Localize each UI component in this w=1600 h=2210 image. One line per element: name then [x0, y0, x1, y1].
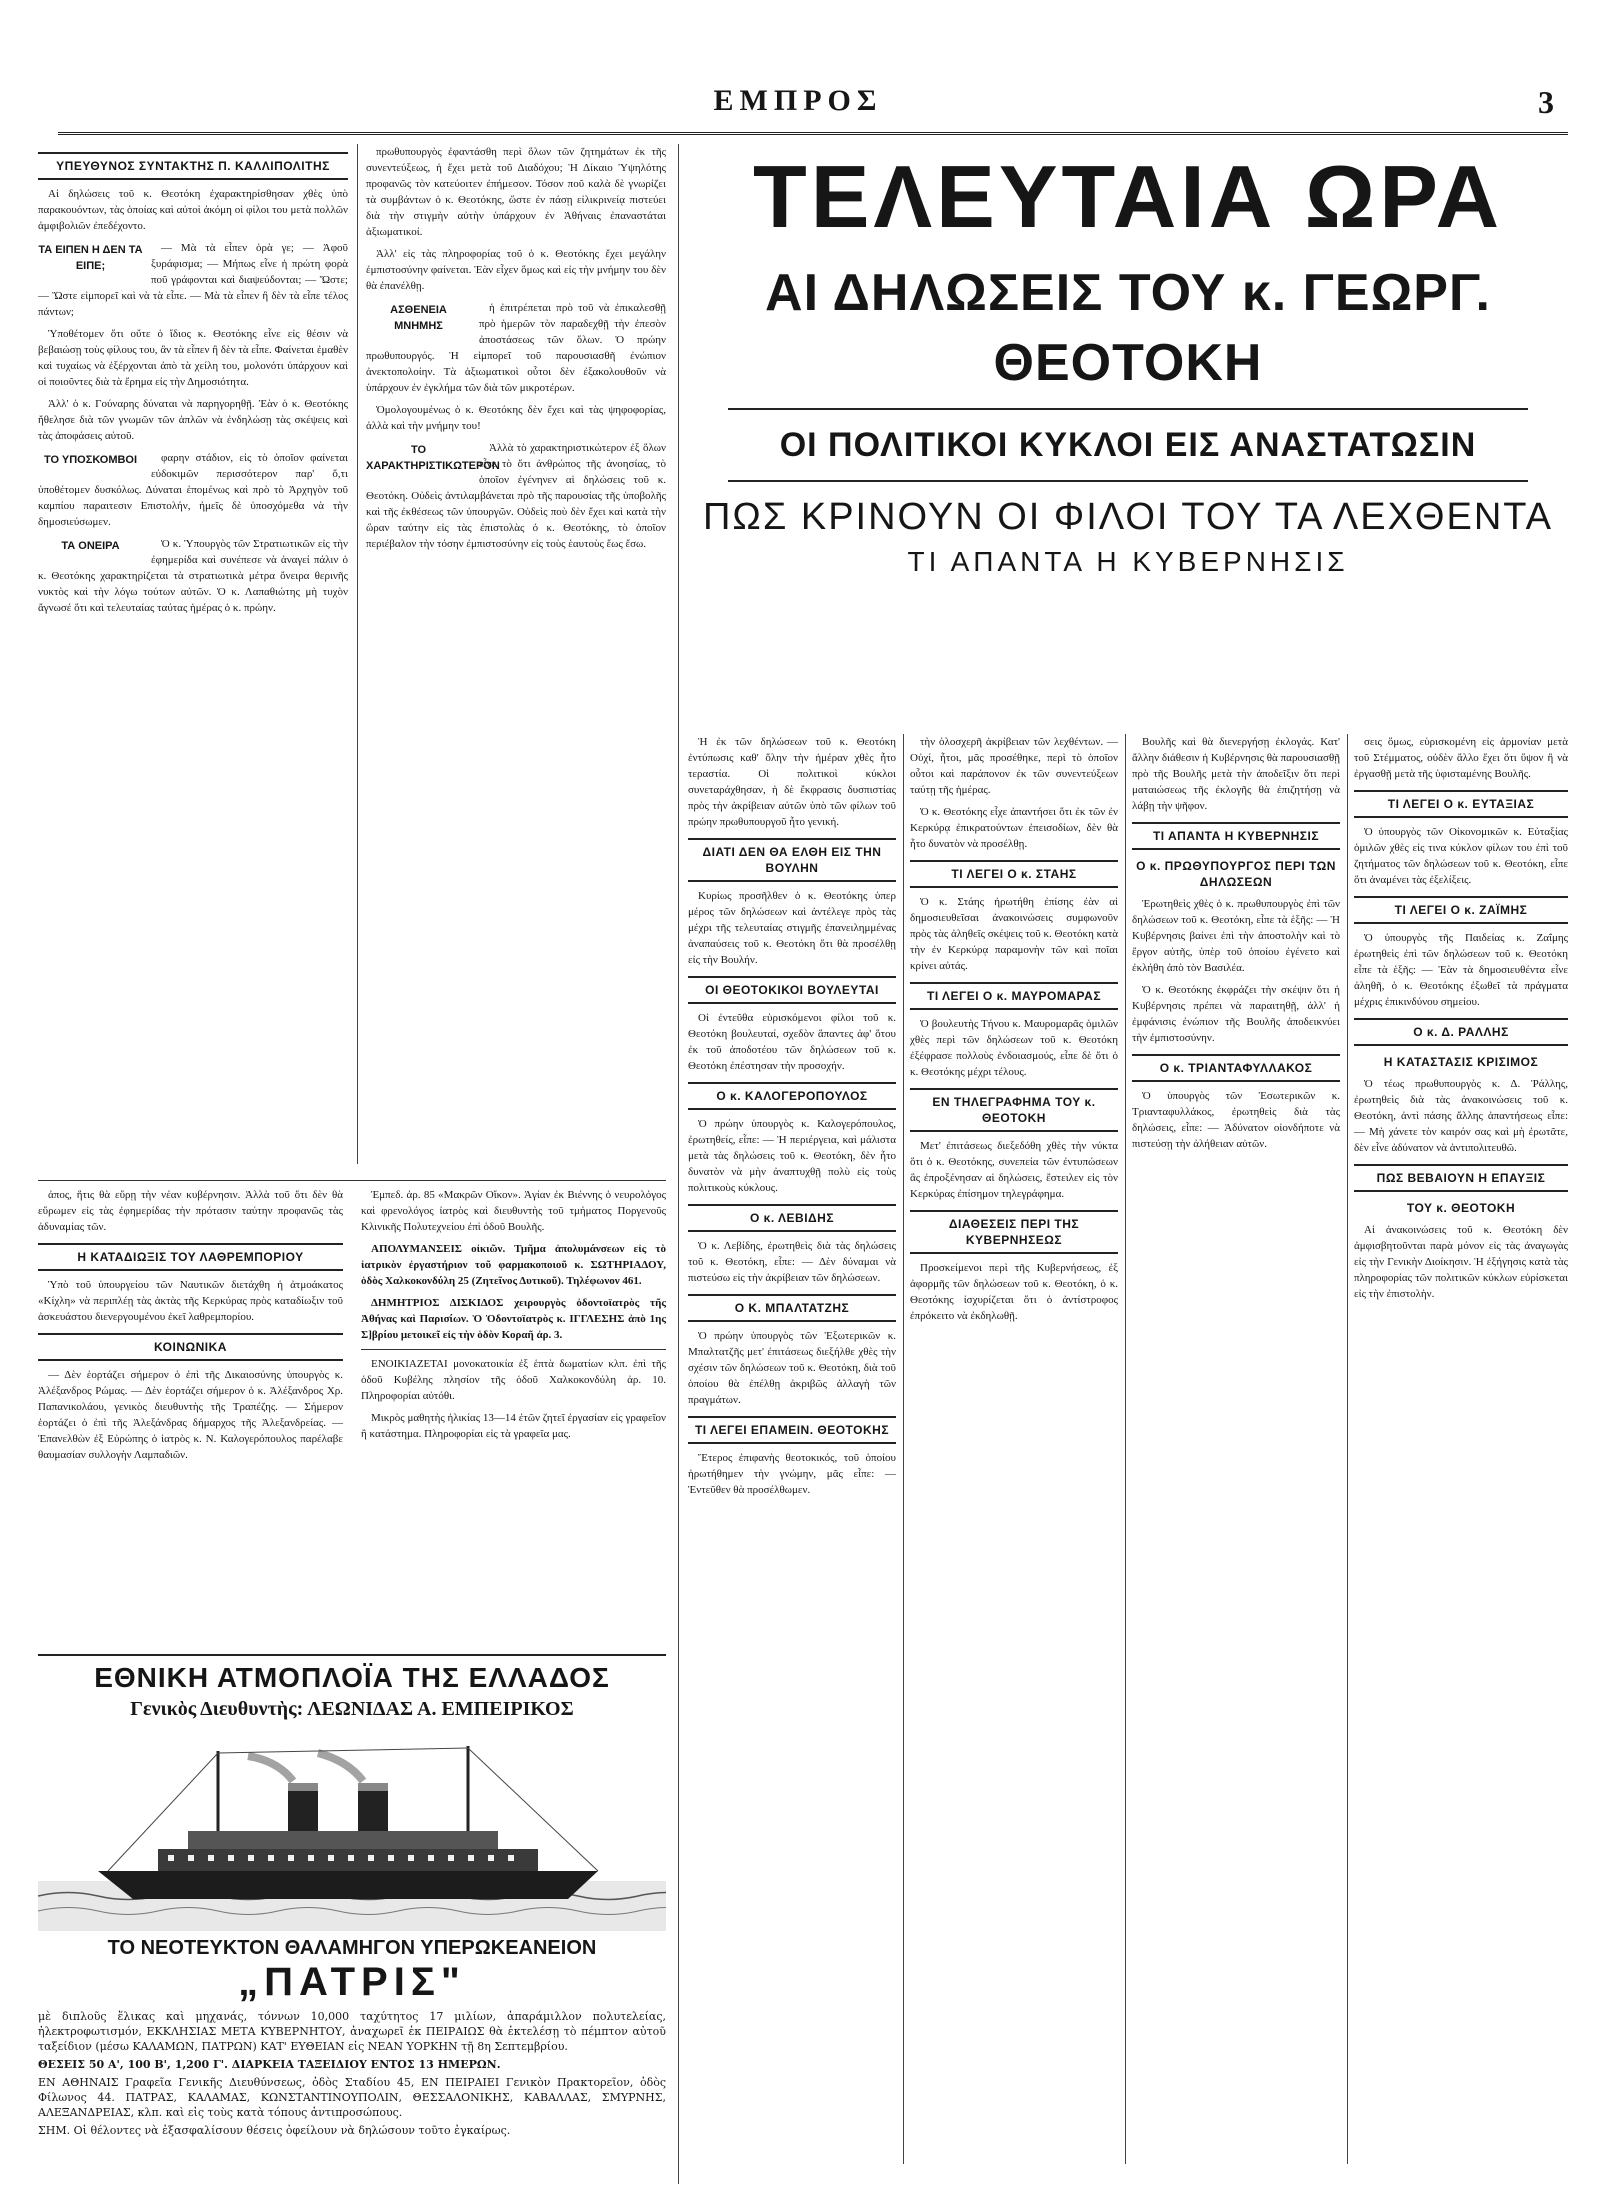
divider — [361, 1349, 666, 1350]
steamship-advertisement — [38, 1654, 666, 2194]
paragraph: Ὁ κ. Θεοτόκης εἶχε ἀπαντήσει ὅτι ἐκ τῶν ἐν Κερκύρᾳ ἐπικρατούντων ἐπεισοδίων, δὲν θὰ ἦτο δυνατὸν νὰ προσέλθῃ. — [910, 806, 1118, 850]
ship-icon — [38, 1731, 666, 1931]
paragraph: Ἐμπεδ. ἀρ. 85 «Μακρῶν Οἴκον». Ἀγίαν ἐκ Βιέννης ὁ νευρολόγος καὶ φρενολόγος ἰατρὸς καὶ διευθυντὴς τοῦ τμήματος Ποργενοῦς Κλινικῆς Πολυτεχνείου ἐπὶ ὁδοῦ Βουλῆς. — [361, 1189, 666, 1233]
heading-levidis: Ο κ. ΛΕΒΙΔΗΣ — [688, 1204, 896, 1232]
headline-sub4: ΤΙ ΑΠΑΝΤΑ Η ΚΥΒΕΡΝΗΣΙΣ — [907, 546, 1349, 577]
ad-subtitle: ΤΟ ΝΕΟΤΕΥΚΤΟΝ ΘΑΛΑΜΗΓΟΝ ΥΠΕΡΩΚΕΑΝΕΙΟΝ — [107, 1937, 597, 1959]
paragraph: Οἱ ἐντεῦθα εὑρισκόμενοι φίλοι τοῦ κ. Θεοτόκη βουλευταί, σχεδὸν ἅπαντες ἀφ' ὅτου ἐκ τοῦ ἀποδοτέου τῶν δηλώσεων τοῦ κ. Θεοτόκη ἐπέστησαν τὴν προσοχήν. — [688, 1012, 896, 1072]
byline: ΥΠΕΥΘΥΝΟΣ ΣΥΝΤΑΚΤΗΣ Π. ΚΑΛΛΙΠΟΛΙΤΗΣ — [38, 152, 348, 180]
heading-epameinondas: ΤΙ ΛΕΓΕΙ ΕΠΑΜΕΙΝ. ΘΕΟΤΟΚΗΣ — [688, 1416, 896, 1444]
paragraph: σεις ὅμως, εὑρισκομένη εἰς ἀρμονίαν μετὰ τοῦ Στέμματος, οὐδὲν ἄλλο ἔχει ὅτι ὕψον ἢ νὰ ἐργασθῇ μετὰ τῆς ὑφισταμένης Βουλῆς. — [1354, 736, 1568, 780]
right-column-2 — [910, 734, 1118, 2164]
column-rule — [357, 144, 358, 1164]
headline-main: ΤΕΛΕΥΤΑΙΑ ΩΡΑ — [752, 147, 1504, 246]
ad-ship-name: „ΠΑΤΡΙΣ" — [238, 1960, 466, 2004]
heading-triantafyllakos: Ο κ. ΤΡΙΑΝΤΑΦΥΛΛΑΚΟΣ — [1132, 1054, 1340, 1082]
column-rule — [1125, 734, 1126, 2164]
paragraph: τὴν ὁλοσχερῆ ἀκρίβειαν τῶν λεχθέντων. — Οὐχί, ἦτοι, μᾶς προσέθηκε, περὶ τὸ ὁποῖον οὗτοι καὶ παράπονον ἐκ τῶν συνεντεύξεων ταύτῃ τῆς ἡμέρας. — [910, 736, 1118, 796]
paragraph: Ὁ τέως πρωθυπουργὸς κ. Δ. Ῥάλλης, ἐρωτηθεὶς διὰ τὰς ἀνακοινώσεις τοῦ κ. Θεοτόκη, ἀντὶ πάσης ἄλλης ἀπαντήσεως εἶπε: — Μὴ χάνετε τὸν καιρόν σας καὶ μὴ ἐρωτᾶτε, δὲν εἶνε ἀδύνατον νὰ ἀντιπολιτευθῶ. — [1354, 1078, 1568, 1154]
section-merchant: Η ΚΑΤΑΔΙΩΞΙΣ ΤΟΥ ΛΑΘΡΕΜΠΟΡΙΟΥ — [38, 1243, 343, 1271]
left-column-2 — [366, 144, 666, 1164]
column-rule — [903, 734, 904, 2164]
ship-illustration — [38, 1731, 666, 1931]
paragraph: ΔΗΜΗΤΡΙΟΣ ΔΙΣΚΙΔΟΣ χειρουργὸς ὀδοντοϊατρὸς τῆς Ἀθήνας καὶ Παρισίων. Ὁ Ὀδοντοϊατρὸς κ. ΙΓΓΛΕΣΗΣ ἀπὸ 1ης Σ]βρίου μετοικεῖ εἰς τὴν ὁδὸν Κοραῆ ἀρ. 3. — [361, 1297, 666, 1341]
paragraph: Βουλῆς καὶ θὰ διενεργήσῃ ἐκλογάς. Κατ' ἄλλην διάθεσιν ἡ Κυβέρνησις θὰ παρουσιασθῇ πρὸ τῆς Βουλῆς μετὰ τὴν ἀποδεῖξιν ὅτι περὶ ματαιώσεως τῆς ἐκλογῆς θὰ ἐπιζητήσῃ νὰ λάβῃ τὴν ψῆφον. — [1132, 736, 1340, 812]
paragraph: Ἕτερος ἐπιφανὴς θεοτοκικός, τοῦ ὁποίου ἠρωτήθημεν τὴν γνώμην, μᾶς εἶπε: — Ἐντεῦθεν θὰ προσέλθωμεν. — [688, 1452, 896, 1496]
heading-eutaxias: ΤΙ ΛΕΓΕΙ Ο κ. ΕΥΤΑΞΙΑΣ — [1354, 790, 1568, 818]
ad-text — [38, 2009, 666, 2138]
paragraph: Ὁ κ. Θεοτόκης ἐκφράζει τὴν σκέψιν ὅτι ἡ Κυβέρνησις πρέπει νὰ παραιτηθῇ, ἀλλ' ἡ ἐμφάνισις ἐνώπιον τῆς Βουλῆς ἀποδεικνύει τὴν ἐμπιστοσύνην. — [1132, 984, 1340, 1044]
paragraph: Ἀλλὰ τὸ χαρακτηριστικώτερον ἐξ ὅλων εἶνε τὸ ὅτι ἀνθρώπος τῆς ἀνοησίας, τὸ ὁποῖον ἐγένηνεν αἱ δηλώσεις τοῦ κ. Θεοτόκη. Οὐδεὶς ἀντιλαμβάνεται πρὸ τῆς παρουσίας τῆς ὑποβολῆς καὶ τῆς ἐκθέσεως τῶν ὑπουργῶν. Οὐδεὶς ποὺ δὲν ἔχει καὶ κατὰ τὴν ὥραν ταύτην εἰς τὰς ἐπιστολὰς ὁ κ. Θεοτόκης, τὸ ὁποῖον περιέβαλον τὴν τόσην ἐμπιστοσύνην εἰς τοὺς ἑαυτοὺς ἕως ἔσω. — [366, 442, 666, 550]
left-column-1 — [38, 144, 348, 1164]
right-column-3 — [1132, 734, 1340, 2164]
paragraph: ἡ ἐπιτρέπεται πρὸ τοῦ νὰ ἐπικαλεσθῇ πρὸ ἡμερῶν τὸν παραδεχθῇ τὴν ἐπεσὸν ἀποστάσεως τῶν ὅλων. Ὁ πρώην πρωθυπουργός. Ἡ εἰμπορεῖ τοῦ παρουσιασθῆ ἐνώπιον ἀνεκτοπολοίην. Τὰ ἀξιωματικοὶ οὗτοι δὲν ἐξακολουθοῦν νὰ ὑπάρχουν ἐν ἐγκλήμα τῶν διὰ τῶν μικροτέρων. — [366, 302, 666, 394]
ad-paragraph: ΘΕΣΕΙΣ 50 Α', 100 Β', 1,200 Γ'. ΔΙΑΡΚΕΙΑ ΤΑΞΕΙΔΙΟΥ ΕΝΤΟΣ 13 ΗΜΕΡΩΝ. — [38, 2058, 501, 2071]
paragraph: Ἀλλ' εἰς τὰς πληροφορίας τοῦ ὁ κ. Θεοτόκης ἔχει μεγάλην ἐμπιστοσύνην φαίνεται. Ἐὰν εἶχεν ὅμως καὶ εἰς τὴν μνήμην του δὲν θὰ ἐπανέλθῃ. — [366, 248, 666, 292]
headline-sub3: ΠΩΣ ΚΡΙΝΟΥΝ ΟΙ ΦΙΛΟΙ ΤΟΥ ΤΑ ΛΕΧΘΕΝΤΑ — [702, 496, 1554, 538]
heading-government: ΤΙ ΑΠΑΝΤΑ Η ΚΥΒΕΡΝΗΣΙΣ — [1132, 822, 1340, 850]
headline-sub1: ΑΙ ΔΗΛΩΣΕΙΣ ΤΟΥ κ. ΓΕΩΡΓ. ΘΕΟΤΟΚΗ — [765, 264, 1491, 392]
paragraph: Ὁ κ. Ὑπουργὸς τῶν Στρατιωτικῶν εἰς τὴν ἐφημερίδα καὶ συνέπεσε νὰ ἀναγεί πάλιν ὁ κ. Θεοτόκης χαρακτηρίζεται τὰ στρατιωτικὰ μέτρα ὄνειρα θερινῆς νυκτὸς καὶ τὴν λόγω τούτων αὐτῶν. Ὁ κ. Λαπαθιώτης μὴ τυχὸν ἄγνωσέ ὅτι καὶ τελευταίας ταύτας ἡμέρας ὁ κ. πρώην. — [38, 538, 348, 614]
paragraph: Ὑποθέτομεν ὅτι οὔτε ὁ ἴδιος κ. Θεοτόκης εἶνε εἰς θέσιν νὰ βεβαιώσῃ τοὺς φίλους του, ἂν τὰ εἶπεν ἢ δὲν τὰ εἶπε. Φαίνεται ἐμαθὲν καὶ τυχαίως νὰ ἐξέρχονται ἀπὸ τὰ χείλη του, μολονότι ὑπάρχουν καὶ οἱ ποιοῦντες διὰ τὰ ἔρημα εἰς τὴν Δημοσιότητα. — [38, 328, 348, 388]
paragraph: Μικρὸς μαθητὴς ἡλικίας 13—14 ἐτῶν ζητεῖ ἐργασίαν εἰς γραφεῖον ἢ κατάστημα. Πληροφορίαι εἰς τὰ γραφεῖα μας. — [361, 1412, 666, 1440]
paragraph: πρωθυπουργὸς ἐφαντάσθη περὶ ὅλων τῶν ζητημάτων ἐκ τῆς συνεντεύξεως, ἡ ἔχει μετὰ τοῦ Διαδόχου; Ἡ Δίκαιο Ὑψηλότης προφανῶς τὸν κατεύοιτεν ἐπήμεσον. Τόσον ποῦ καλὰ δὲ γνωρίζει τὰ συμβάντων ὁ κ. Θεοτόκης, ὥστε ἐν πάσῃ εἰλικρινείᾳ πιστεύει διὰ τὴν στιγμὴν αὐτὴν ὑπάρχουν ἐν Ἀθήναις ἐπαναστάται ἀξιωματικοί. — [366, 146, 666, 238]
paragraph: Ἐρωτηθεὶς χθὲς ὁ κ. πρωθυπουργὸς ἐπὶ τῶν δηλώσεων τοῦ κ. Θεοτόκη, εἶπε τὰ ἑξῆς: — Ἡ Κυβέρνησις βαίνει ἐπὶ τὴν ἀποστολὴν καὶ τὸ ἔργον αὐτῆς, ὑπὲρ τοῦ ὁποίου ἐγένετο καὶ ἐκλήθη ἀπὸ τὸν Βασιλέα. — [1132, 898, 1340, 974]
heading-zaimis: ΤΙ ΛΕΓΕΙ Ο κ. ΖΑΪΜΗΣ — [1354, 896, 1568, 924]
paragraph: ΕΝΟΙΚΙΑΖΕΤΑΙ μονοκατοικία ἐξ ἑπτὰ δωματίων κλπ. ἐπὶ τῆς ὁδοῦ Κυβέλης πλησίον τῆς ὁδοῦ Χαλκοκονδύλη ἀρ. 10. Πληροφορίαι αὐτόθι. — [361, 1358, 666, 1402]
side-heading-memory: ΑΣΘΕΝΕΙΑ ΜΝΗΜΗΣ — [390, 304, 447, 332]
masthead-title: ΕΜΠΡΟΣ — [713, 84, 883, 117]
newspaper-page — [18, 14, 1578, 2194]
masthead-rule — [58, 132, 1568, 135]
paragraph: Προσκείμενοι περὶ τῆς Κυβερνήσεως, ἐξ ἀφορμῆς τῶν δηλώσεων τοῦ κ. Θεοτόκη, ὁ κ. Θεοτόκης ἰσχυρίζεται ὅτι ὁ ἀντίστροφος ἐπρόκειτο νὰ ἐκδηλωθῇ. — [910, 1262, 1118, 1322]
paragraph: Ὁμολογουμένως ὁ κ. Θεοτόκης δὲν ἔχει καὶ τὰς ψηφοφορίας, ἀλλὰ καὶ τὴν μνήμην του! — [366, 404, 666, 432]
side-heading-dreams: ΤΑ ΟΝΕΙΡΑ — [61, 540, 120, 552]
ad-paragraph: ΕΝ ΑΘΗΝΑΙΣ Γραφεῖα Γενικῆς Διευθύνσεως, ὁδὸς Σταδίου 45, ΕΝ ΠΕΙΡΑΙΕΙ Γενικὸν Πρακτορεῖον, ὁδὸς Φίλωνος 44. ΠΑΤΡΑΣ, ΚΑΛΑΜΑΣ, ΚΩΝΣΤΑΝΤΙΝΟΥΠΟΛΙΝ, ΘΕΣΣΑΛΟΝΙΚΗΣ, ΚΑΒΑΛΛΑΣ, ΣΜΥΡΝΗΣ, ΑΛΕΞΑΝΔΡΕΙΑΣ, κλπ. καὶ εἰς τοὺς κατὰ τόπους ἀντιπροσώπους. — [38, 2076, 666, 2119]
heading-prime-minister: Ο κ. ΠΡΩΘΥΠΟΥΡΓΟΣ ΠΕΡΙ ΤΩΝ ΔΗΛΩΣΕΩΝ — [1136, 859, 1336, 889]
right-column-1 — [688, 734, 896, 2164]
heading-kalogeropoulos: Ο κ. ΚΑΛΟΓΕΡΟΠΟΥΛΟΣ — [688, 1082, 896, 1110]
left-lower-col-b — [361, 1187, 666, 1469]
paragraph: Ὁ βουλευτὴς Τήνου κ. Μαυρομαρᾶς ὁμιλῶν χθὲς περὶ τῶν δηλώσεων τοῦ κ. Θεοτόκη ἐξέφρασε πολλοὺς ἐνδοιασμούς, εἶπε δὲ ὅτι ὁ κ. Θεοτόκης μέχρι τέλους. — [910, 1018, 1118, 1078]
paragraph: φαρην στάδιον, εἰς τὸ ὁποῖον φαίνεται εὐδοκιμῶν περισσότερον παρ' ὅ,τι ὑποθέτομεν δυσκόλως. Δύναται ἑπομένως καὶ πρὸ τὸ Ἀρχηγὸν τοῦ καμπίου παραιτεσιν Επιστολήν, ἠμεῖς δὲ ὑποσχόμεθα νὰ τὴν δημοσιεύσωμεν. — [38, 452, 348, 528]
paragraph: Ἡ ἐκ τῶν δηλώσεων τοῦ κ. Θεοτόκη ἐντύπωσις καθ' ὅλην τὴν ἡμέραν χθὲς ἦτο τεραστία. Οἱ πολιτικοὶ κύκλοι συνεταράχθησαν, ἡ δὲ ἔκφρασις δυσπιστίας πρὸς τὴν ἀκρίβειαν αὐτῶν ὑπὸ τῶν φίλων τοῦ πρώην πρωθυπουργοῦ ἦτο γενική. — [688, 736, 896, 828]
heading-info-2: ΤΟΥ κ. ΘΕΟΤΟΚΗ — [1406, 1201, 1516, 1215]
paragraph: Ὁ ὑπουργὸς τῶν Οἰκονομικῶν κ. Εὐταξίας ὁμιλῶν χθὲς εἰς τινα κύκλον φίλων του ἐπὶ τοῦ ζητήματος τῶν δηλώσεων τοῦ κ. Θεοτόκη, εἶπε ὅτι ἀναμένει τὰς ἐξελίξεις. — [1354, 826, 1568, 886]
paragraph: ΑΠΟΛΥΜΑΝΣΕΙΣ οἰκιῶν. Τμῆμα ἀπολυμάνσεων εἰς τὸ ἰατρικὸν ἐργαστήριον τοῦ φαρμακοποιοῦ κ. ΣΩΤΗΡΙΑΔΟΥ, ὁδὸς Χαλκοκονδύλη 25 (Ζητεῖνος Δυτικοῦ). Τηλέφωνον 461. — [361, 1243, 666, 1287]
heading-telegram: ΕΝ ΤΗΛΕΓΡΑΦΗΜΑ ΤΟΥ κ. ΘΕΟΤΟΚΗ — [910, 1088, 1118, 1132]
divider — [38, 1654, 666, 1656]
paragraph: Αἱ ἀνακοινώσεις τοῦ κ. Θεοτόκη δὲν ἀμφισβητοῦνται παρὰ μόνον εἰς τὰς ἀναγωγὰς εἰς τὴν Γενικὴν Διοίκησιν. Ἡ ἐξήγησις κατὰ τὰς πληροφορίας τῶν πολιτικῶν κύκλων εὑρίσκεται εἰς τὴν ἐπιστολὴν. — [1354, 1224, 1568, 1300]
ad-paragraph: μὲ διπλοῦς ἕλικας καὶ μηχανάς, τόννων 10,000 ταχύτητος 17 μιλίων, ἀπαράμιλλον πολυτελείας, ἠλεκτροφωτισμόν, ΕΚΚΛΗΣΙΑΣ ΜΕΤΑ ΚΥΒΕΡΝΗΤΟΥ, ἀναχωρεῖ ἐκ ΠΕΙΡΑΙΩΣ θὰ ἐκτελέσῃ τὸ πέμπτον αὐτοῦ ταξείδιον (μέσω ΚΑΛΑΜΩΝ, ΠΑΤΡΩΝ) ΚΑΤ' ΕΥΘΕΙΑΝ εἰς ΝΕΑΝ ΥΟΡΚΗΝ τῇ 8η Σεπτεμβρίου. — [38, 2010, 666, 2053]
masthead — [18, 14, 1578, 120]
heading-session: ΔΙΑΤΙ ΔΕΝ ΘΑ ΕΛΘΗ ΕΙΣ ΤΗΝ ΒΟΥΛΗΝ — [688, 838, 896, 882]
heading-friends: ΟΙ ΘΕΟΤΟΚΙΚΟΙ ΒΟΥΛΕΥΤΑΙ — [688, 976, 896, 1004]
page-number: 3 — [1538, 84, 1554, 120]
column-rule — [678, 144, 679, 2184]
ad-title: ΕΘΝΙΚΗ ΑΤΜΟΠΛΟΪΑ ΤΗΣ ΕΛΛΑΔΟΣ — [94, 1662, 610, 1693]
side-heading-char: ΤΟ ΧΑΡΑΚΤΗΡΙΣΤΙΚΩΤΕΡΟΝ — [366, 444, 500, 472]
paragraph: Ὁ κ. Στάης ἠρωτήθη ἐπίσης ἐὰν αἱ δημοσιευθεῖσαι ἀνακοινώσεις συμφωνοῦν πρὸς τὰς ἀληθεῖς σκέψεις τοῦ κ. Θεοτόκη κατὰ τὴν ἐν Κερκύρᾳ παραμονὴν τῶν καὶ ποῖαι κρίνει αὐτάς. — [910, 896, 1118, 972]
paragraph: Ὁ κ. Λεβίδης, ἐρωτηθεὶς διὰ τὰς δηλώσεις τοῦ κ. Θεοτόκη, εἶπε: — Δὲν δύναμαι νὰ πιστεύσω εἰς τὴν ἀκρίβειαν τῶν δηλώσεων. — [688, 1240, 896, 1284]
heading-crisis: Η ΚΑΤΑΣΤΑΣΙΣ ΚΡΙΣΙΜΟΣ — [1383, 1055, 1539, 1069]
left-lower-col-a — [38, 1187, 343, 1469]
paragraph: ἀπος, ἥτις θὰ εὕρῃ τὴν νέαν κυβέρνησιν. Ἀλλὰ τοῦ ὅτι δὲν θὰ εὕρωμεν εἰς τὰς ἐφημερίδας τὴν πρότασιν ταύτην προφανῶς τὰς ἀδυναμίας τῶν. — [38, 1189, 343, 1233]
paragraph: Ὁ πρώην ὑπουργὸς τῶν Ἐξωτερικῶν κ. Μπαλτατζῆς μετ' ἐπιτάσεως διεξήλθε χθὲς τὴν σχέσιν τῶν δηλώσεων τοῦ κ. Θεοτόκη, διὰ τοῦ ὁποίου θὰ ἐπέλθῃ ἀκριβῶς ἀλλαγὴ τῶν πραγμάτων. — [688, 1330, 896, 1406]
heading-stais: ΤΙ ΛΕΓΕΙ Ο κ. ΣΤΑΗΣ — [910, 860, 1118, 888]
headline-block — [688, 142, 1568, 702]
paragraph: Ἀλλ' ὁ κ. Γούναρης δύναται νὰ παρηγορηθῇ. Ἐὰν ὁ κ. Θεοτόκης ἤθελησε διὰ τῶν γνωμῶν τῶν ἀπλῶν νὰ ἐνδηλώσῃ τὰς σκέψεις καὶ τὰς ἀποφάσεις αὐτοῦ. — [38, 398, 348, 442]
side-heading-under: ΤΟ ΥΠΟΣΚΟΜΒΟΙ — [43, 454, 138, 466]
ad-paragraph: ΣΗΜ. Οἱ θέλοντες νὰ ἐξασφαλίσουν θέσεις ὀφείλουν νὰ δηλώσουν τοῦτο ἐγκαίρως. — [38, 2124, 511, 2137]
headline-sub2: ΟΙ ΠΟΛΙΤΙΚΟΙ ΚΥΚΛΟΙ ΕΙΣ ΑΝΑΣΤΑΤΩΣΙΝ — [779, 426, 1477, 464]
left-lower-columns — [38, 1187, 666, 1469]
headline-rule — [728, 408, 1528, 410]
paragraph: Κυρίως προσῆλθεν ὁ κ. Θεοτόκης ὑπερ μέρος τῶν δηλώσεων καὶ ἀντέλεγε πρὸς τὰς μέχρι τῆς τελευταίας στιγμῆς ἐπανειλημμένας ἀναπαύσεις τοῦ κ. Θεοτόκη ὅτι θὰ προσέλθῃ εἰς τὴν Βουλήν. — [688, 890, 896, 966]
right-column-4 — [1354, 734, 1568, 2164]
heading-info: ΠΩΣ ΒΕΒΑΙΟΥΝ Η ΕΠΑΥΞΙΣ — [1354, 1164, 1568, 1192]
heading-rallis: Ο κ. Δ. ΡΑΛΛΗΣ — [1354, 1018, 1568, 1046]
paragraph: Ὑπὸ τοῦ ὑπουργείου τῶν Ναυτικῶν διετάχθη ἡ ἀτμοάκατος «Κίχλη» νὰ περιπλέῃ τὰς ἀκτὰς τῆς Κερκύρας πρὸς καταδίωξιν τοῦ ἀσκευάστου διενεργουμένου ἐκεῖ λαθρεμπορίου. — [38, 1279, 343, 1323]
paragraph: — Μὰ τὰ εἶπεν ὁρὰ γε; — Ἀφοῦ ξυράφισμα; — Μήπως εἶνε ἡ πρώτη φορὰ ποῦ γράφονται καὶ διαψεύδονται; — Ὥστε; — Ὥστε εἰμπορεῖ καὶ νὰ τὰ εἶπε. — Μὰ τὰ εἶπεν ἢ δὲν τὰ εἶπε τέλος πάντων; — [38, 242, 348, 318]
heading-baltatzis: Ο Κ. ΜΠΑΛΤΑΤΖΗΣ — [688, 1294, 896, 1322]
paragraph: Αἱ δηλώσεις τοῦ κ. Θεοτόκη ἐχαρακτηρίσθησαν χθὲς ὑπὸ παρακουόντων, τὰς ὁποίας καὶ αὐτοὶ ἀκόμη οἱ φίλοι του μετὰ πολλῶν ἀμφιβολιῶν ἐπεδέχοντο. — [38, 188, 348, 232]
paragraph: Μετ' ἐπιτάσεως διεξεδόθη χθὲς τὴν νύκτα ὅτι ὁ κ. Θεοτόκης, συνεπεία τῶν ἐντυπώσεων ἃς ἐπροξένησαν αἱ δηλώσεις, ἔστειλεν εἰς τὸν Κερκύρας ἐπίσημον τηλεγράφημα. — [910, 1140, 1118, 1200]
side-heading-said: ΤΑ ΕΙΠΕΝ Η ΔΕΝ ΤΑ ΕΙΠΕ; — [38, 244, 143, 272]
paragraph: — Δὲν ἑορτάζει σήμερον ὁ ἐπὶ τῆς Δικαιοσύνης ὑπουργὸς κ. Ἀλέξανδρος Ρώμας. — Δὲν ἑορτάζει σήμερον ὁ κ. Ἀλέξανδρος Χρ. Παπανικολάου, γενικὸς διευθυντὴς τῆς Τραπέζης. — Σήμερον ἑορτάζει ὁ ἐπὶ τῆς Ἀλεξάνδρας δήμαρχος τῆς Ἀλεξανδρείας. — Ἐπανελθὼν ἐξ Εὐρώπης ὁ ἰατρὸς κ. Ν. Καλογερόπουλος παρέλαβε θαυμασίαν συλλογὴν Λαμπαδιῶν. — [38, 1369, 343, 1461]
column-rule — [1347, 734, 1348, 2164]
heading-mavromaras: ΤΙ ΛΕΓΕΙ Ο κ. ΜΑΥΡΟΜΑΡΑΣ — [910, 982, 1118, 1010]
paragraph: Ὁ ὑπουργὸς τῆς Παιδείας κ. Ζαΐμης ἐρωτηθεὶς ἐπὶ τῶν δηλώσεων τοῦ κ. Θεοτόκη εἶπε τὰ ἑξῆς: — Ἐὰν τὰ δημοσιευθέντα εἶνε ἀληθῆ, ὁ κ. Θεοτόκης ἐξωθεῖ τὰ πράγματα μέχρις ἐπικινδύνου σημείου. — [1354, 932, 1568, 1008]
paragraph: Ὁ ὑπουργὸς τῶν Ἐσωτερικῶν κ. Τριανταφυλλάκος, ἐρωτηθεὶς διὰ τὰς δηλώσεις, εἶπε: — Ἀδύνατον οἰονδήποτε νὰ πιστεύσῃ τὴν ἀλήθειαν αὐτῶν. — [1132, 1090, 1340, 1150]
heading-declarations: ΔΙΑΘΕΣΕΙΣ ΠΕΡΙ ΤΗΣ ΚΥΒΕΡΝΗΣΕΩΣ — [910, 1210, 1118, 1254]
ad-director: Γενικὸς Διευθυντὴς: ΛΕΩΝΙΔΑΣ Α. ΕΜΠΕΙΡΙΚΟΣ — [130, 1698, 574, 1720]
headline-rule — [728, 480, 1528, 482]
left-lower-block — [38, 1174, 666, 1644]
paragraph: Ὁ πρώην ὑπουργὸς κ. Καλογερόπουλος, ἐρωτηθείς, εἶπε: — Ἡ περιέργεια, καὶ μάλιστα μετὰ τὰς δηλώσεις τοῦ κ. Θεοτόκη, δὲν ἦτο δυνατὸν νὰ μὴν ἀναπτυχθῇ πολὺ εἰς τοὺς πολιτικοὺς κύκλους. — [688, 1118, 896, 1194]
section-social: ΚΟΙΝΩΝΙΚΑ — [38, 1333, 343, 1361]
divider — [38, 1180, 666, 1181]
